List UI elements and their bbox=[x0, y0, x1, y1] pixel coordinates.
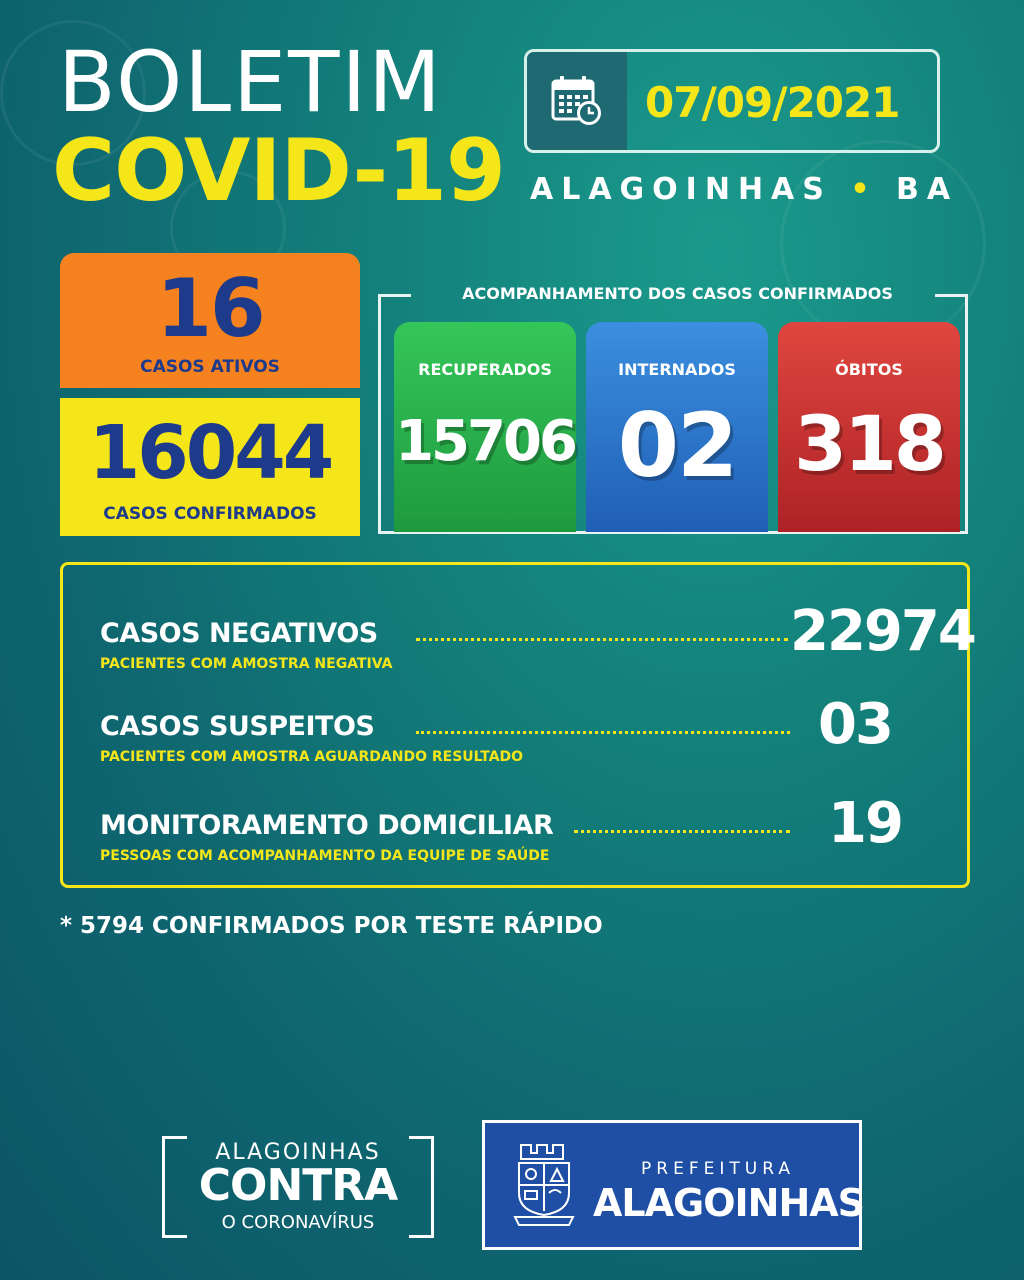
prefeitura-logo bbox=[482, 1120, 865, 1250]
home-monitoring-description: PESSOAS COM ACOMPANHAMENTO DA EQUIPE DE SAÚDE bbox=[100, 848, 550, 864]
leader-dots bbox=[416, 638, 788, 641]
active-cases-value: 16 bbox=[156, 262, 264, 355]
active-cases-label: CASOS ATIVOS bbox=[140, 357, 280, 377]
deaths-label: ÓBITOS bbox=[835, 360, 903, 379]
hospitalized-label: INTERNADOS bbox=[618, 360, 736, 379]
footnote: * 5794 CONFIRMADOS POR TESTE RÁPIDO bbox=[60, 913, 603, 939]
negative-cases-description: PACIENTES COM AMOSTRA NEGATIVA bbox=[100, 656, 393, 672]
active-cases-box bbox=[60, 253, 360, 388]
suspected-cases-value: 03 bbox=[818, 692, 892, 757]
recovered-value: 15706 bbox=[395, 409, 575, 474]
tracking-title: ACOMPANHAMENTO DOS CASOS CONFIRMADOS bbox=[462, 284, 893, 303]
calendar-clock-icon bbox=[527, 52, 627, 150]
location-separator: • bbox=[850, 172, 878, 207]
confirmed-cases-label: CASOS CONFIRMADOS bbox=[103, 504, 317, 524]
deaths-card bbox=[778, 322, 960, 532]
suspected-cases-description: PACIENTES COM AMOSTRA AGUARDANDO RESULTADO bbox=[100, 749, 524, 765]
leader-dots bbox=[574, 830, 790, 833]
leader-dots bbox=[416, 731, 790, 734]
negative-cases-label: CASOS NEGATIVOS bbox=[100, 618, 378, 649]
campaign-logo-bottom: O CORONAVÍRUS bbox=[221, 1212, 375, 1233]
campaign-logo bbox=[162, 1136, 434, 1236]
campaign-logo-top: ALAGOINHAS bbox=[215, 1140, 381, 1165]
confirmed-cases-value: 16044 bbox=[88, 410, 332, 496]
suspected-cases-label: CASOS SUSPEITOS bbox=[100, 711, 375, 742]
home-monitoring-label: MONITORAMENTO DOMICILIAR bbox=[100, 810, 554, 841]
city-name: ALAGOINHAS bbox=[530, 172, 832, 207]
recovered-label: RECUPERADOS bbox=[418, 360, 552, 379]
location bbox=[530, 172, 958, 207]
prefeitura-logo-name: ALAGOINHAS bbox=[593, 1181, 865, 1225]
prefeitura-logo-top: PREFEITURA bbox=[641, 1159, 795, 1179]
state-name: BA bbox=[895, 172, 959, 207]
recovered-card bbox=[394, 322, 576, 532]
hospitalized-card bbox=[586, 322, 768, 532]
coat-of-arms-icon bbox=[513, 1141, 575, 1229]
hospitalized-value: 02 bbox=[617, 394, 737, 497]
title-line-2: COVID-19 bbox=[52, 121, 505, 221]
confirmed-cases-box bbox=[60, 398, 360, 536]
report-date: 07/09/2021 bbox=[645, 78, 900, 127]
negative-cases-value: 22974 bbox=[790, 599, 975, 664]
home-monitoring-value: 19 bbox=[828, 791, 902, 856]
campaign-logo-main: CONTRA bbox=[198, 1160, 398, 1211]
title-line-1: BOLETIM bbox=[58, 33, 443, 131]
date-box bbox=[524, 49, 940, 153]
deaths-value: 318 bbox=[794, 399, 944, 488]
